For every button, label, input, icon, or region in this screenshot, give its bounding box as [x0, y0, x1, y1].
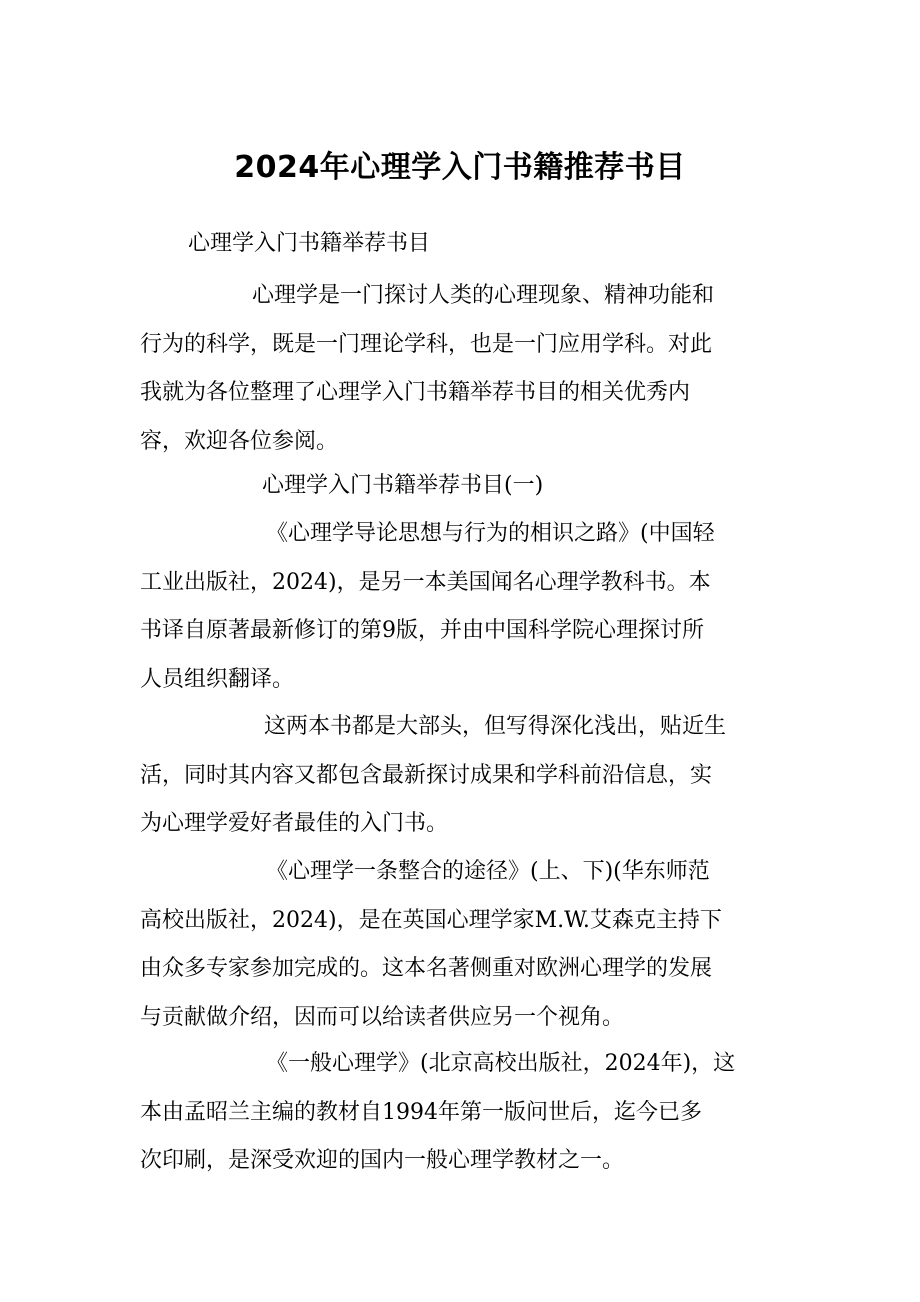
- comment-paragraph: [140, 703, 780, 849]
- book2-line-3: 由众多专家参加完成的。这本名著侧重对欧洲心理学的发展: [140, 956, 713, 981]
- intro-line-1: 心理学是一门探讨人类的心理现象、精神功能和: [252, 283, 715, 308]
- section-heading: 心理学入门书籍举荐书目(一): [262, 473, 544, 498]
- intro-line-2: 行为的科学，既是一门理论学科，也是一门应用学科。对此: [140, 331, 713, 357]
- document-heading: 心理学入门书籍举荐书目: [188, 231, 431, 256]
- book3-line-2: 本由孟昭兰主编的教材自1994年第一版问世后，迄今已多: [140, 1099, 702, 1125]
- book2-line-4: 与贡献做介绍，因而可以给读者供应另一个视角。: [140, 1004, 625, 1030]
- book1-paragraph: [140, 510, 780, 704]
- document-title: 2024年心理学入门书籍推荐书目: [234, 150, 686, 185]
- book1-line-1: 《心理学导论思想与行为的相识之路》(中国轻: [266, 521, 715, 546]
- intro-paragraph: [140, 272, 780, 466]
- book2-line-1: 《心理学一条整合的途径》(上、下)(华东师范: [266, 859, 710, 884]
- intro-line-4: 容，欢迎各位参阅。: [140, 428, 339, 454]
- book2-line-2: 高校出版社，2024)，是在英国心理学家M.W.艾森克主持下: [140, 907, 722, 933]
- comment-line-1: 这两本书都是大部头，但写得深化浅出，贴近生: [264, 714, 727, 739]
- comment-line-3: 为心理学爱好者最佳的入门书。: [140, 811, 449, 836]
- book3-paragraph: [140, 1040, 780, 1186]
- book3-line-1: 《一般心理学》(北京高校出版社，2024年)，这: [266, 1051, 736, 1076]
- book1-line-3: 书译自原著最新修订的第9版，并由中国科学院心理探讨所: [140, 618, 704, 643]
- book3-line-3: 次印刷，是深受欢迎的国内一般心理学教材之一。: [140, 1148, 625, 1173]
- intro-line-3: 我就为各位整理了心理学入门书籍举荐书目的相关优秀内: [140, 380, 691, 405]
- book2-paragraph: [140, 848, 780, 1042]
- book1-line-2: 工业出版社，2024)，是另一本美国闻名心理学教科书。本: [140, 569, 711, 595]
- comment-line-2: 活，同时其内容又都包含最新探讨成果和学科前沿信息，实: [140, 762, 713, 788]
- book1-line-4: 人员组织翻译。: [140, 666, 295, 692]
